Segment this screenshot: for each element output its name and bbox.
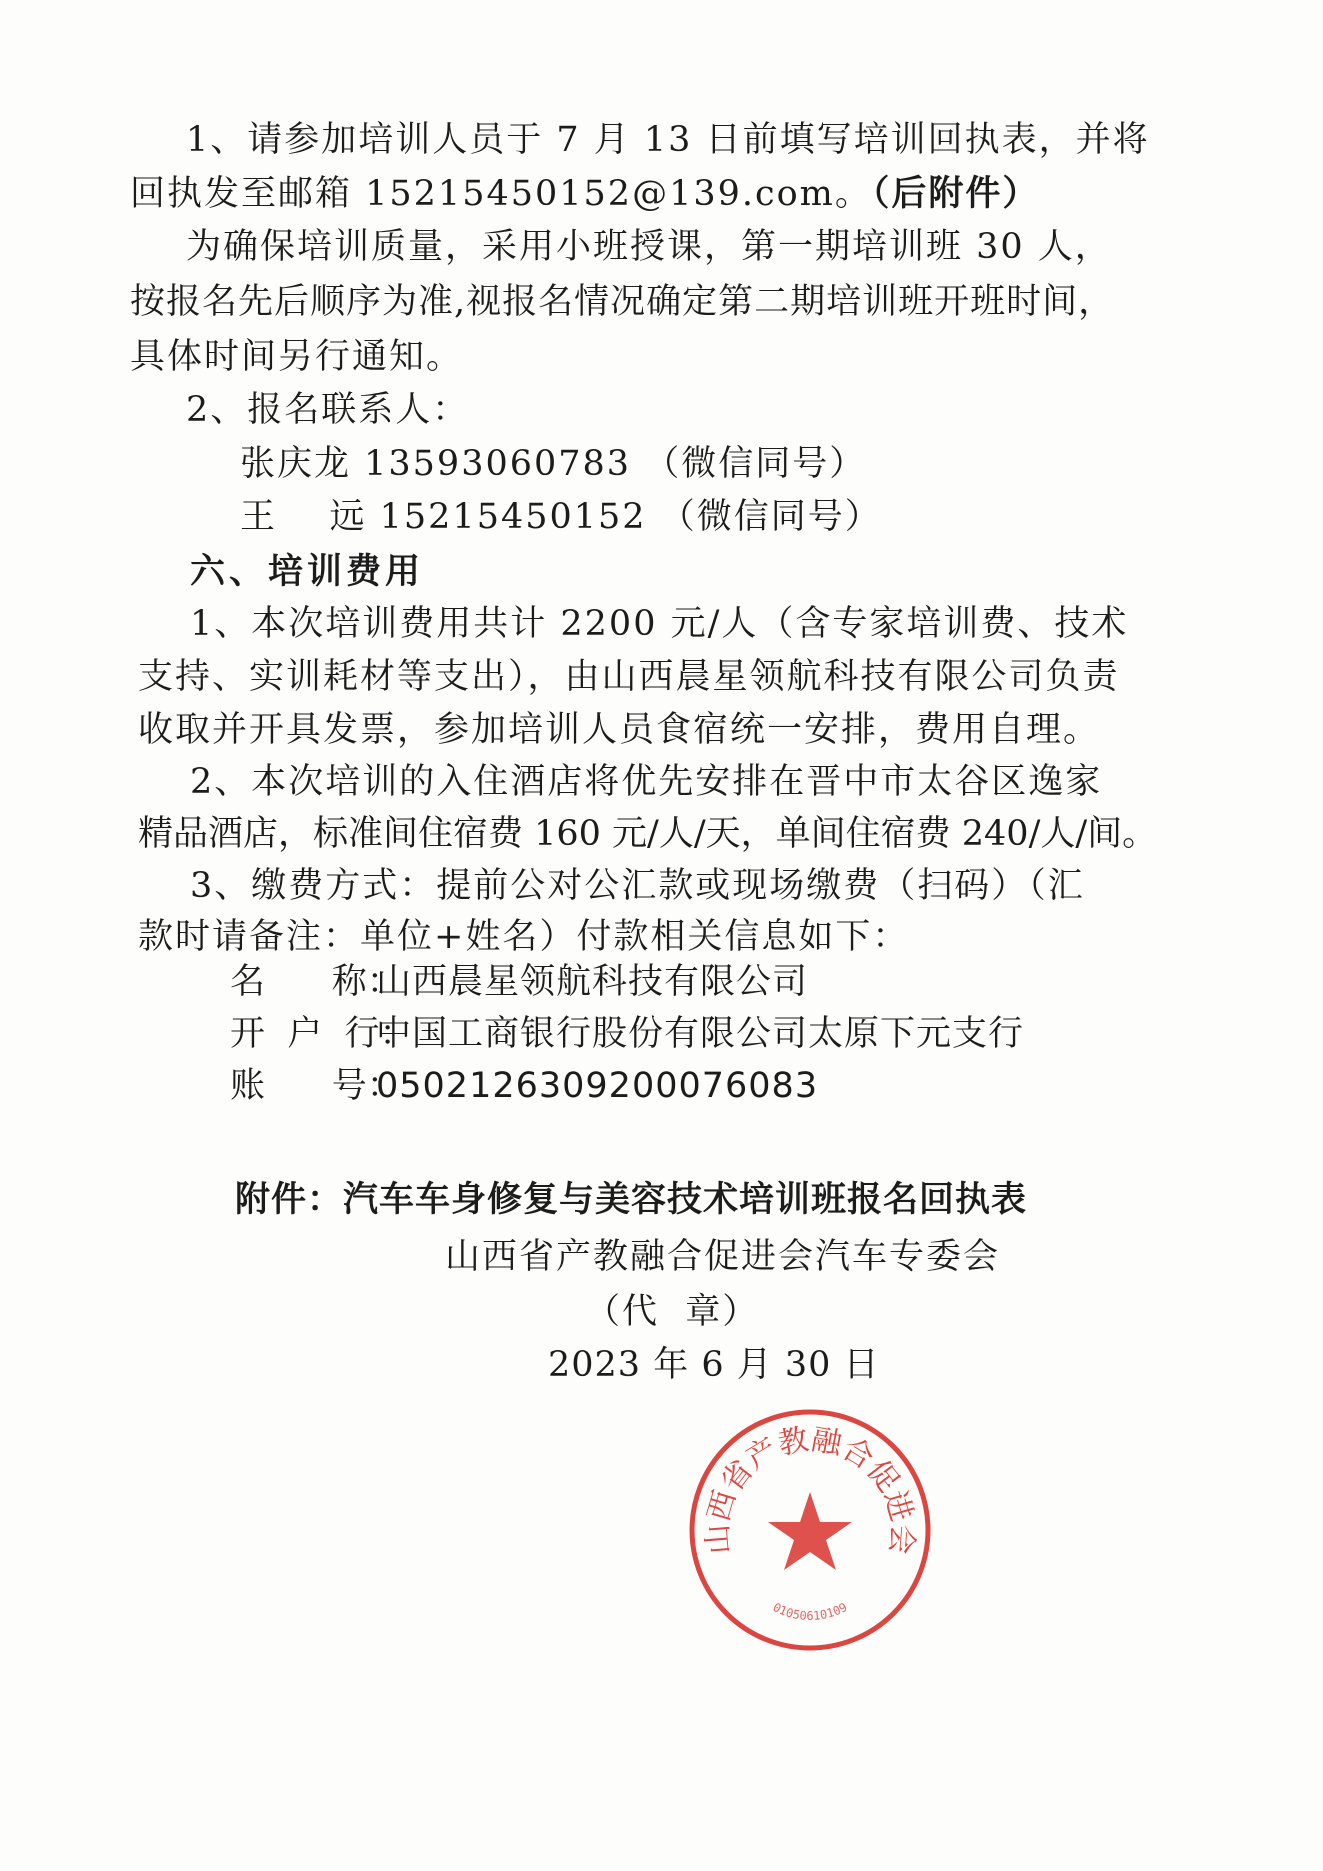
- seal-note: （代 章）: [585, 1292, 760, 1332]
- contact-row: 张庆龙 13593060783 （微信同号）: [240, 444, 867, 484]
- fee-item1-line2: 支持、实训耗材等支出），由山西晨星领航科技有限公司负责: [138, 657, 1120, 697]
- attachment-note: （后附件）: [871, 174, 1040, 214]
- attachment-title: 附件：汽车车身修复与美容技术培训班报名回执表: [235, 1180, 1028, 1220]
- class-size-line1: 为确保培训质量，采用小班授课，第一期培训班 30 人，: [186, 227, 1112, 267]
- payee-account-value: 0502126309200076083: [376, 1066, 819, 1106]
- official-seal: [680, 1400, 940, 1660]
- svg-text:01050610109: 01050610109: [770, 1599, 850, 1623]
- signing-organization: 山西省产教融合促进会汽车专委会: [445, 1237, 1001, 1277]
- fee-item3-line1: 3、缴费方式：提前公对公汇款或现场缴费（扫码）（汇: [190, 866, 1085, 906]
- payee-bank-label: 开 户 行：: [230, 1014, 415, 1054]
- fee-item1-line3: 收取并开具发票，参加培训人员食宿统一安排，费用自理。: [138, 710, 1101, 750]
- class-size-line2: 按报名先后顺序为准,视报名情况确定第二期培训班开班时间，: [130, 282, 1115, 322]
- payee-bank-value: 中国工商银行股份有限公司太原下元支行: [376, 1014, 1025, 1054]
- payee-name-value: 山西晨星领航科技有限公司: [376, 962, 809, 1002]
- section-heading: 六、培训费用: [190, 552, 425, 592]
- contact-row: 王 远 15215450152 （微信同号）: [240, 497, 882, 537]
- fee-item2-line1: 2、本次培训的入住酒店将优先安排在晋中市太谷区逸家: [190, 762, 1103, 802]
- class-size-line3: 具体时间另行通知。: [130, 337, 464, 377]
- svg-text:山西省产教融合促进会: 山西省产教融合促进会: [700, 1422, 920, 1556]
- notes-item1-line2: [130, 172, 1039, 216]
- fee-item3-line2: 款时请备注：单位+姓名）付款相关信息如下：: [138, 917, 910, 957]
- fee-item1-line1: 1、本次培训费用共计 2200 元/人（含专家培训费、技术: [190, 604, 1129, 644]
- seal-graphic: [680, 1400, 940, 1660]
- contacts-title: 2、报名联系人：: [186, 390, 470, 430]
- payee-name-label: 名 称：: [230, 962, 402, 1002]
- notes-item1-line1: 1、请参加培训人员于 7 月 13 日前填写培训回执表，并将: [186, 120, 1150, 160]
- signing-date: 2023 年 6 月 30 日: [548, 1345, 880, 1385]
- fee-item2-line2: 精品酒店，标准间住宿费 160 元/人/天，单间住宿费 240/人/间。: [138, 814, 1158, 854]
- payee-account-label: 账 号：: [230, 1066, 402, 1106]
- email-instruction: 回执发至邮箱 15215450152@139.com。: [130, 174, 872, 214]
